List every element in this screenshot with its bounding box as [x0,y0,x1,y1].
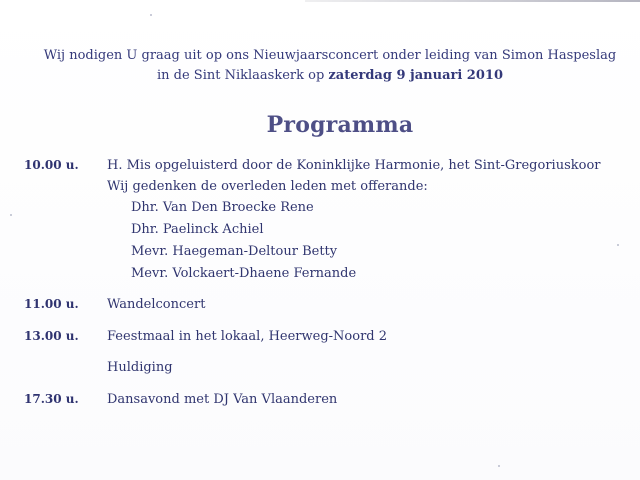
program-description: Dansavond met DJ Van Vlaanderen [107,392,338,407]
program-time: 17.30 u. [24,392,79,406]
memorial-name: Mevr. Volckaert-Dhaene Fernande [131,266,357,281]
scan-speck [10,214,12,216]
invitation-line-1: Wij nodigen U graag uit op ons Nieuwjaarsconcert onder leiding van Simon Haspeslag [43,48,617,63]
memorial-name: Mevr. Haegeman-Deltour Betty [131,244,338,259]
program-time: 11.00 u. [24,297,79,311]
program-time: 13.00 u. [24,329,79,343]
invitation-line-2 [0,66,640,86]
program-description: Feestmaal in het lokaal, Heerweg-Noord 2 [107,329,388,344]
program-description: Wandelconcert [107,297,206,312]
scan-speck [150,14,152,16]
program-time: 10.00 u. [24,158,79,172]
page-title: Programma [266,112,414,138]
program-description: Huldiging [107,360,173,375]
invitation-location: in de Sint Niklaaskerk op [156,68,329,83]
memorial-name: Dhr. Van Den Broecke Rene [131,200,314,215]
scan-speck [498,465,500,467]
memorial-intro: Wij gedenken de overleden leden met offerande: [107,179,428,194]
memorial-name: Dhr. Paelinck Achiel [131,222,264,237]
scan-speck [617,244,619,246]
invitation-date: zaterdag 9 januari 2010 [328,68,503,83]
top-scan-edge [305,0,640,2]
invitation-text [0,46,640,86]
program-description: H. Mis opgeluisterd door de Koninklijke Harmonie, het Sint-Gregoriuskoor [107,158,601,173]
